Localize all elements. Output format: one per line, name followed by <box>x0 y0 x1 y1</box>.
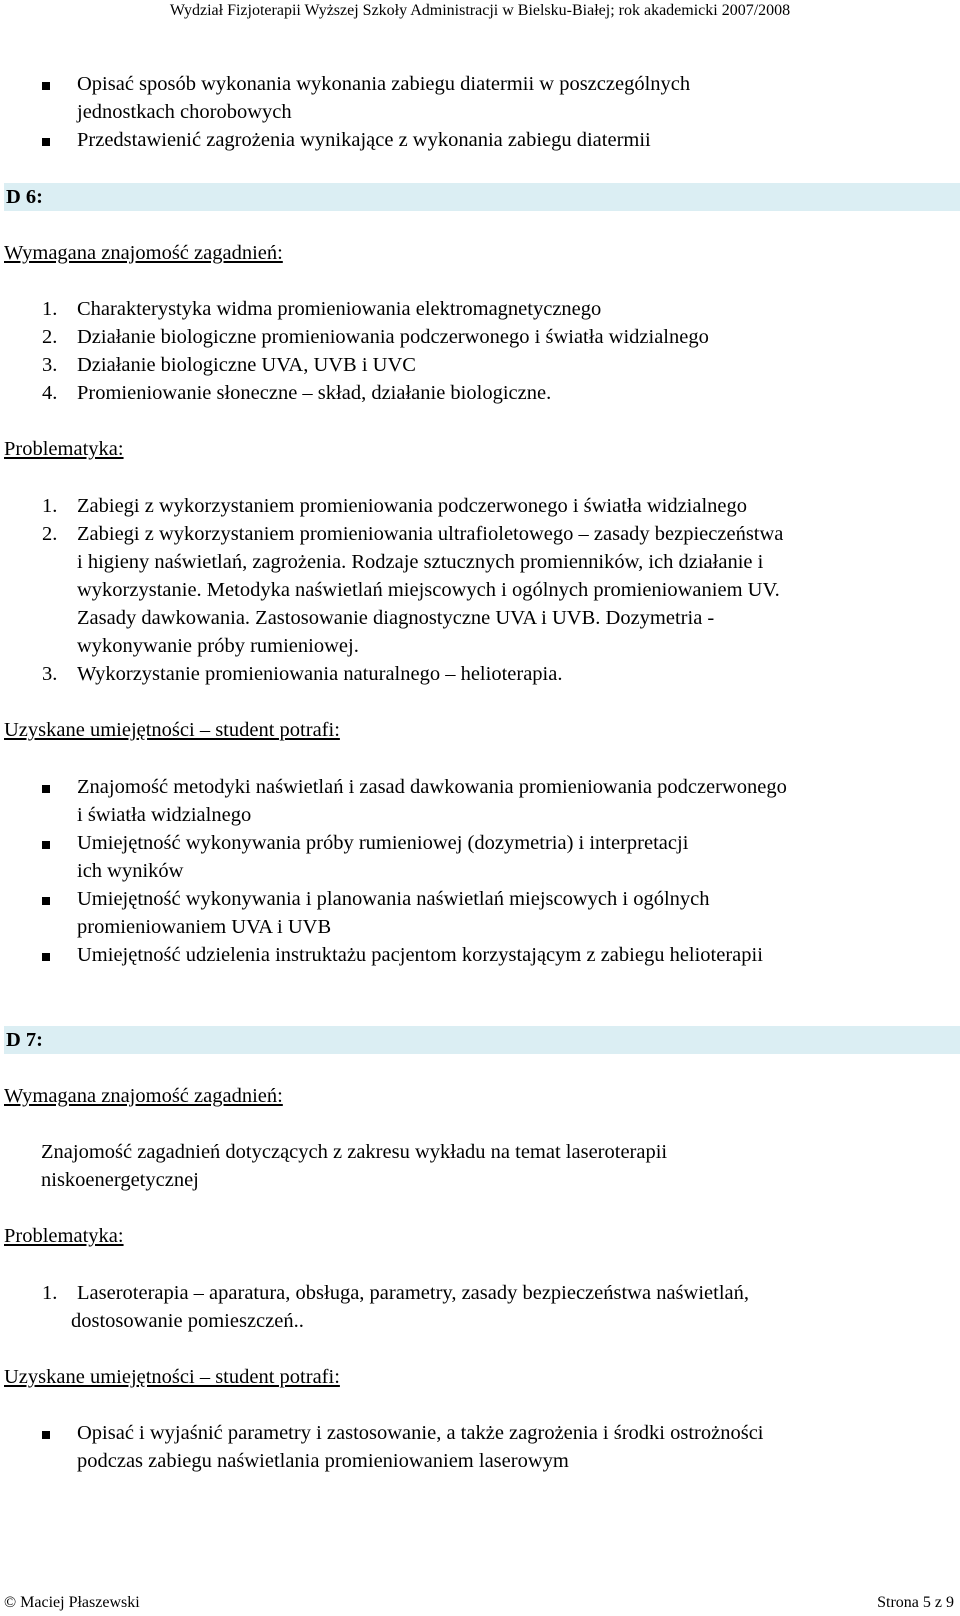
bullet-marker <box>42 138 50 146</box>
section-heading-d6 <box>4 183 960 211</box>
list-item: Zabiegi z wykorzystaniem promieniowania ultrafioletowego – zasady bezpieczeństwa <box>77 523 784 545</box>
list-item: Działanie biologiczne promieniowania podczerwonego i światła widzialnego <box>77 326 709 348</box>
bullet-marker <box>42 953 50 961</box>
list-item-continuation: Zasady dawkowania. Zastosowanie diagnostyczne UVA i UVB. Dozymetria - <box>77 607 715 629</box>
list-item: Zabiegi z wykorzystaniem promieniowania podczerwonego i światła widzialnego <box>77 495 748 517</box>
list-item-continuation: dostosowanie pomieszczeń.. <box>71 1310 304 1332</box>
list-item: Działanie biologiczne UVA, UVB i UVC <box>77 354 416 376</box>
knowledge-text-continuation: niskoenergetycznej <box>41 1169 199 1191</box>
skill-item-continuation: podczas zabiegu naświetlania promieniowaniem laserowym <box>77 1450 569 1472</box>
page-header: Wydział Fizjoterapii Wyższej Szkoły Administracji w Bielsku-Białej; rok akademicki 2007/2008 <box>169 2 791 19</box>
skills-label: Uzyskane umiejętności – student potrafi: <box>4 719 340 741</box>
list-number: 3. <box>42 663 58 685</box>
list-item: Wykorzystanie promieniowania naturalnego – helioterapia. <box>77 663 563 685</box>
bullet-text: Przedstawienić zagrożenia wynikające z wykonania zabiegu diatermii <box>77 129 651 151</box>
bullet-marker <box>42 785 50 793</box>
list-item-continuation: wykonywanie próby rumieniowej. <box>77 635 359 657</box>
bullet-text: Opisać sposób wykonania wykonania zabiegu diatermii w poszczególnych <box>77 73 691 95</box>
section-title: D 7: <box>6 1029 44 1051</box>
list-number: 1. <box>42 298 58 320</box>
skills-label: Uzyskane umiejętności – student potrafi: <box>4 1366 340 1388</box>
bullet-marker <box>42 897 50 905</box>
skill-item: Umiejętność wykonywania próby rumieniowej (dozymetria) i interpretacji <box>77 832 689 854</box>
list-number: 2. <box>42 326 58 348</box>
skill-item: Opisać i wyjaśnić parametry i zastosowanie, a także zagrożenia i środki ostrożności <box>77 1422 764 1444</box>
skill-item: Znajomość metodyki naświetlań i zasad dawkowania promieniowania podczerwonego <box>77 776 787 798</box>
list-item-continuation: i higieny naświetlań, zagrożenia. Rodzaje sztucznych promienników, ich działanie i <box>77 551 764 573</box>
list-number: 1. <box>42 495 58 517</box>
skill-item-continuation: i światła widzialnego <box>77 804 252 826</box>
list-item: Promieniowanie słoneczne – skład, działanie biologiczne. <box>77 382 552 404</box>
section-title: D 6: <box>6 186 44 208</box>
skill-item: Umiejętność wykonywania i planowania naświetlań miejscowych i ogólnych <box>77 888 710 910</box>
list-number: 3. <box>42 354 58 376</box>
knowledge-text: Znajomość zagadnień dotyczących z zakresu wykładu na temat laseroterapii <box>41 1141 668 1163</box>
list-number: 4. <box>42 382 58 404</box>
list-item-continuation: wykorzystanie. Metodyka naświetlań miejscowych i ogólnych promieniowaniem UV. <box>77 579 780 601</box>
list-item: Laseroterapia – aparatura, obsługa, parametry, zasady bezpieczeństwa naświetlań, <box>77 1282 749 1304</box>
bullet-marker <box>42 82 50 90</box>
bullet-marker <box>42 1431 50 1439</box>
list-number: 2. <box>42 523 58 545</box>
list-number: 1. <box>42 1282 58 1304</box>
knowledge-label: Wymagana znajomość zagadnień: <box>4 1085 283 1107</box>
footer-page-number: Strona 5 z 9 <box>877 1594 954 1611</box>
problem-label: Problematyka: <box>4 438 124 460</box>
knowledge-label: Wymagana znajomość zagadnień: <box>4 242 283 264</box>
bullet-text-continuation: jednostkach chorobowych <box>77 101 292 123</box>
skill-item-continuation: promieniowaniem UVA i UVB <box>77 916 332 938</box>
skill-item-continuation: ich wyników <box>77 860 184 882</box>
skill-item: Umiejętność udzielenia instruktażu pacjentom korzystającym z zabiegu helioterapii <box>77 944 763 966</box>
bullet-marker <box>42 841 50 849</box>
problem-label: Problematyka: <box>4 1225 124 1247</box>
footer-author: © Maciej Płaszewski <box>4 1594 140 1611</box>
list-item: Charakterystyka widma promieniowania elektromagnetycznego <box>77 298 602 320</box>
section-heading-d7 <box>4 1026 960 1054</box>
